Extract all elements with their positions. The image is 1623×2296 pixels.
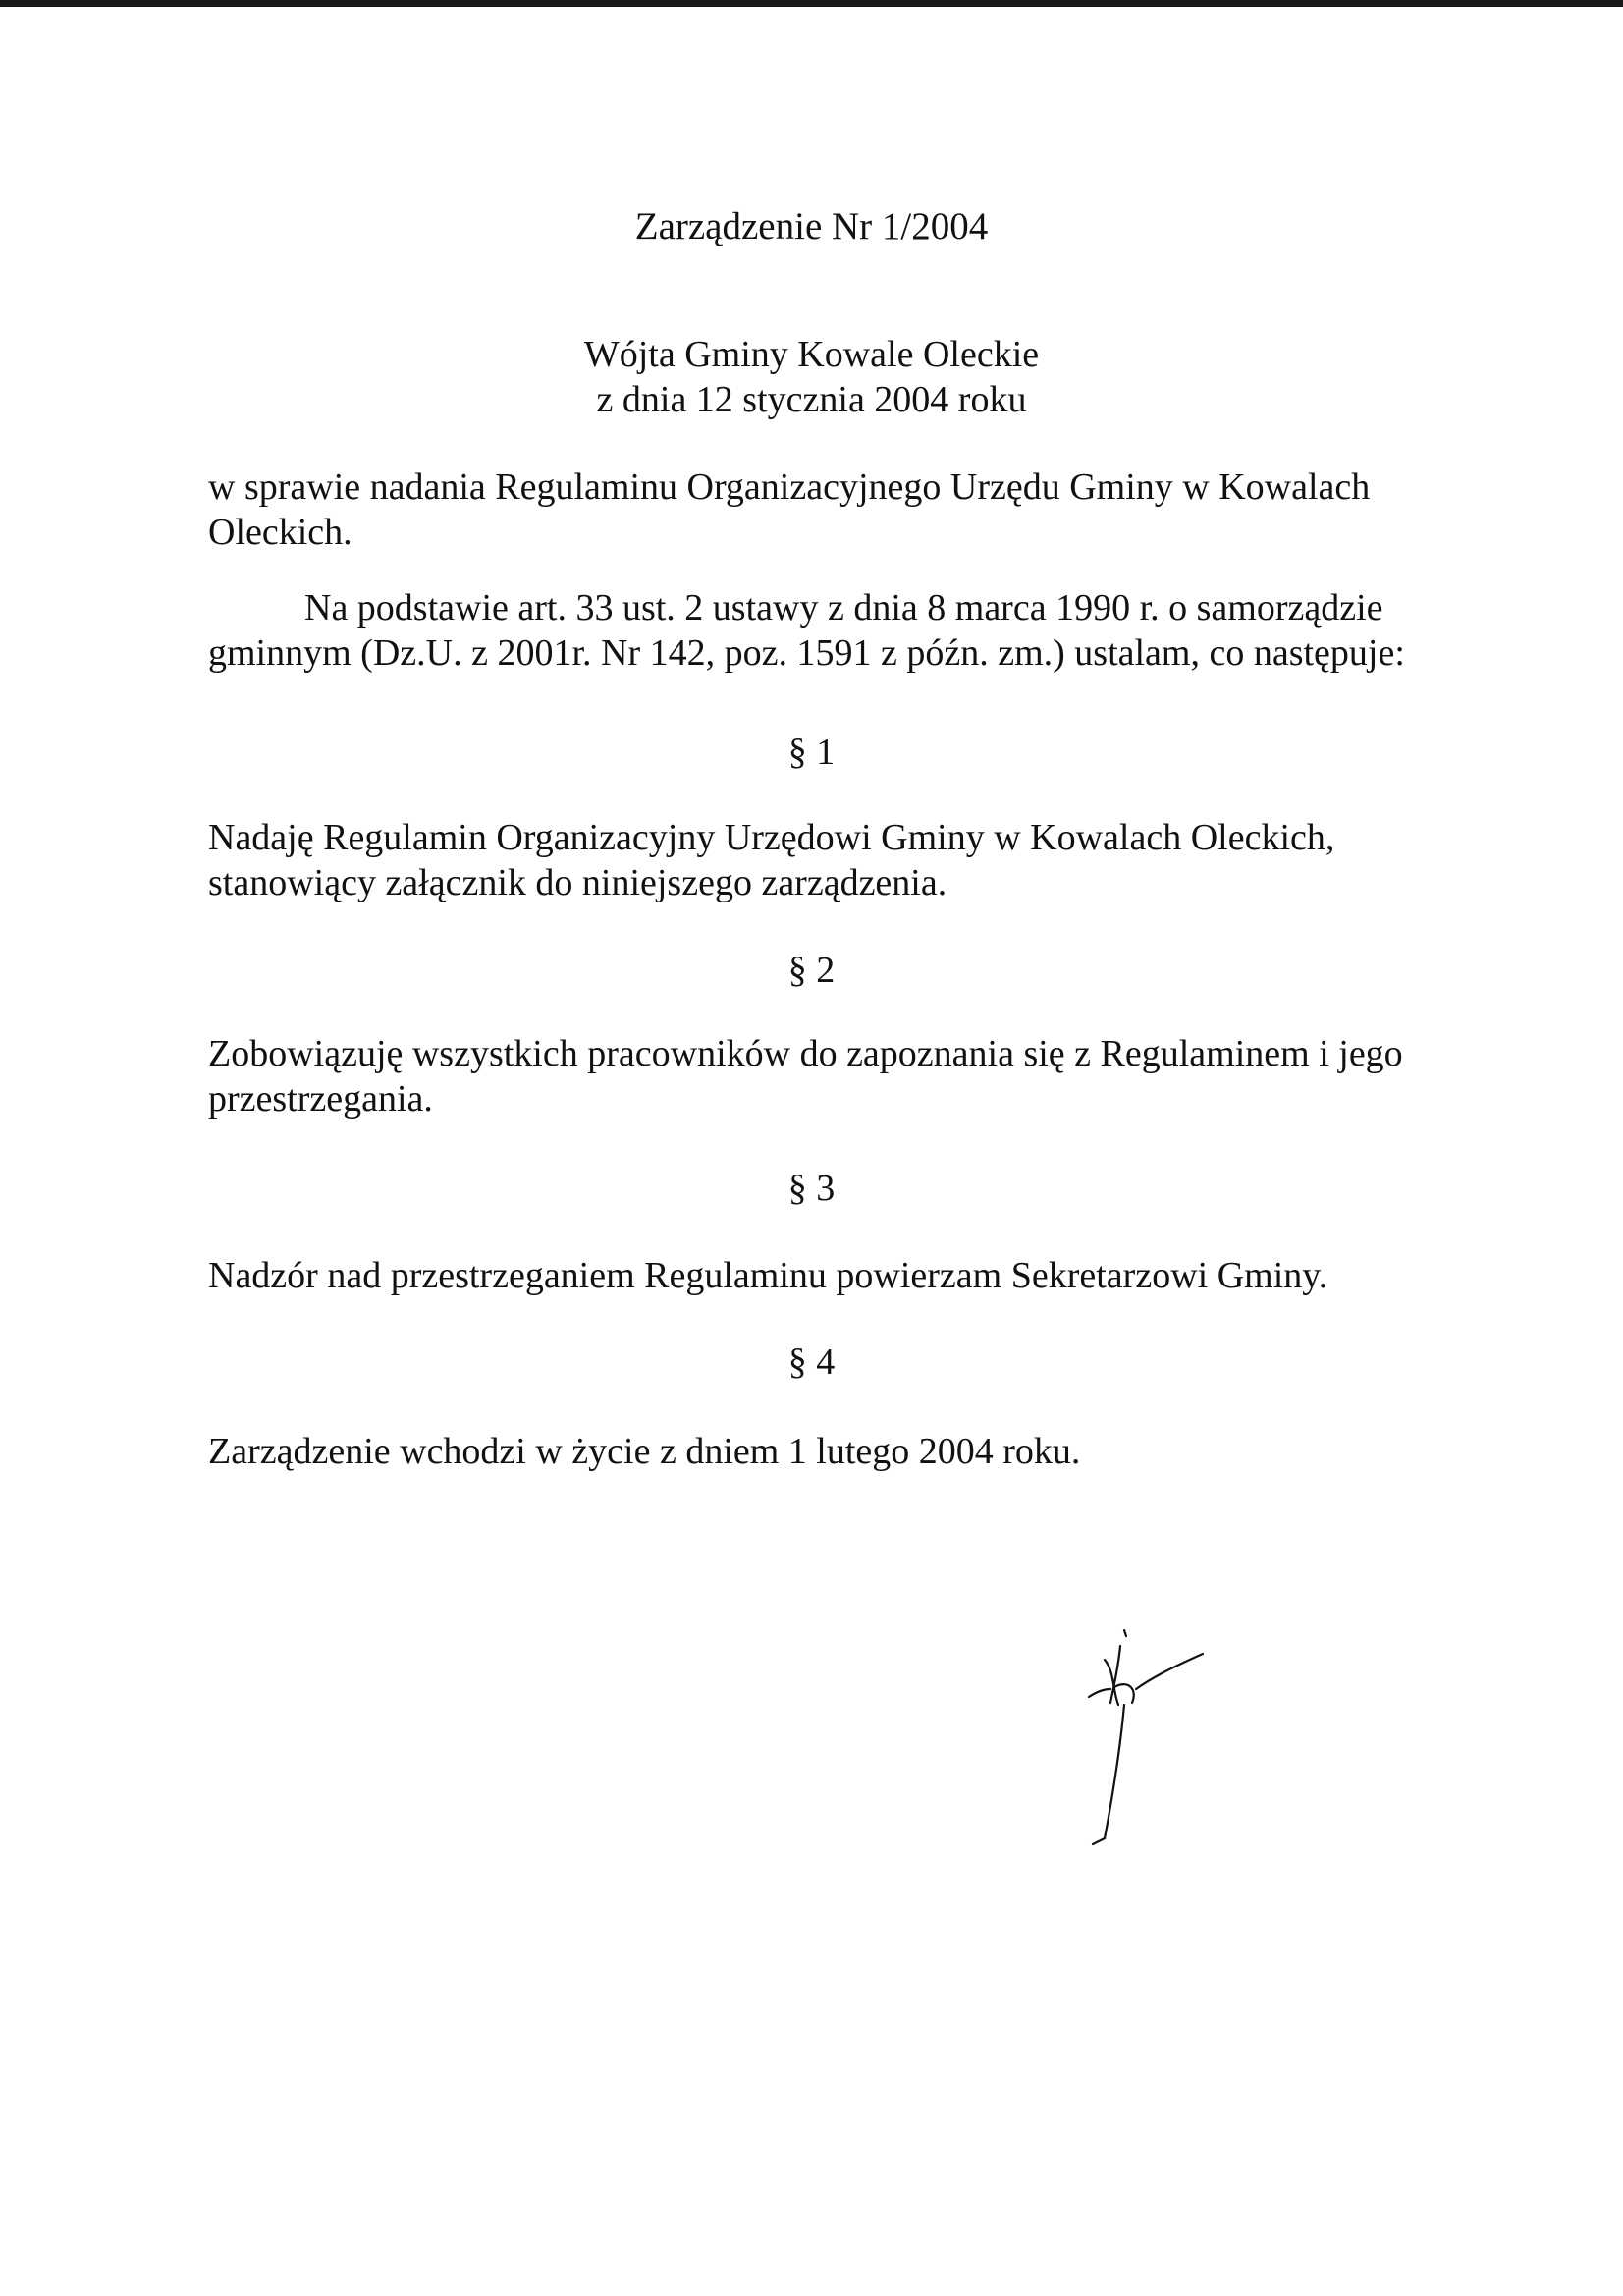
scan-top-edge bbox=[0, 0, 1623, 7]
section-text-3: Nadzór nad przestrzeganiem Regulaminu powierzam Sekretarzowi Gminy. bbox=[208, 1255, 1328, 1296]
document-subject: w sprawie nadania Regulaminu Organizacyjnego Urzędu Gminy w Kowalach Oleckich. bbox=[208, 466, 1371, 553]
issuer-block bbox=[0, 332, 1623, 422]
section-text-4: Zarządzenie wchodzi w życie z dniem 1 lutego 2004 roku. bbox=[208, 1431, 1081, 1472]
issue-date: z dnia 12 stycznia 2004 roku bbox=[596, 379, 1027, 420]
section-mark-4: § 4 bbox=[787, 1341, 836, 1383]
issuer-name: Wójta Gminy Kowale Oleckie bbox=[583, 334, 1040, 375]
section-mark-3: § 3 bbox=[787, 1168, 836, 1209]
section-text-2: Zobowiązuję wszystkich pracowników do zapoznania się z Regulaminem i jego przestrzegania. bbox=[208, 1033, 1403, 1120]
section-mark-1: § 1 bbox=[787, 732, 836, 773]
document-title: Zarządzenie Nr 1/2004 bbox=[634, 205, 989, 247]
signature-icon bbox=[1085, 1620, 1222, 1846]
section-text-1: Nadaję Regulamin Organizacyjny Urzędowi Gminy w Kowalach Oleckich, stanowiący załącznik do niniejszego zarządzenia. bbox=[208, 817, 1335, 903]
legal-basis: Na podstawie art. 33 ust. 2 ustawy z dnia 8 marca 1990 r. o samorządzie gminnym (Dz.U. z 2001r. Nr 142, poz. 1591 z późn. zm.) ustalam, co następuje: bbox=[208, 587, 1405, 674]
section-mark-2: § 2 bbox=[787, 950, 836, 991]
